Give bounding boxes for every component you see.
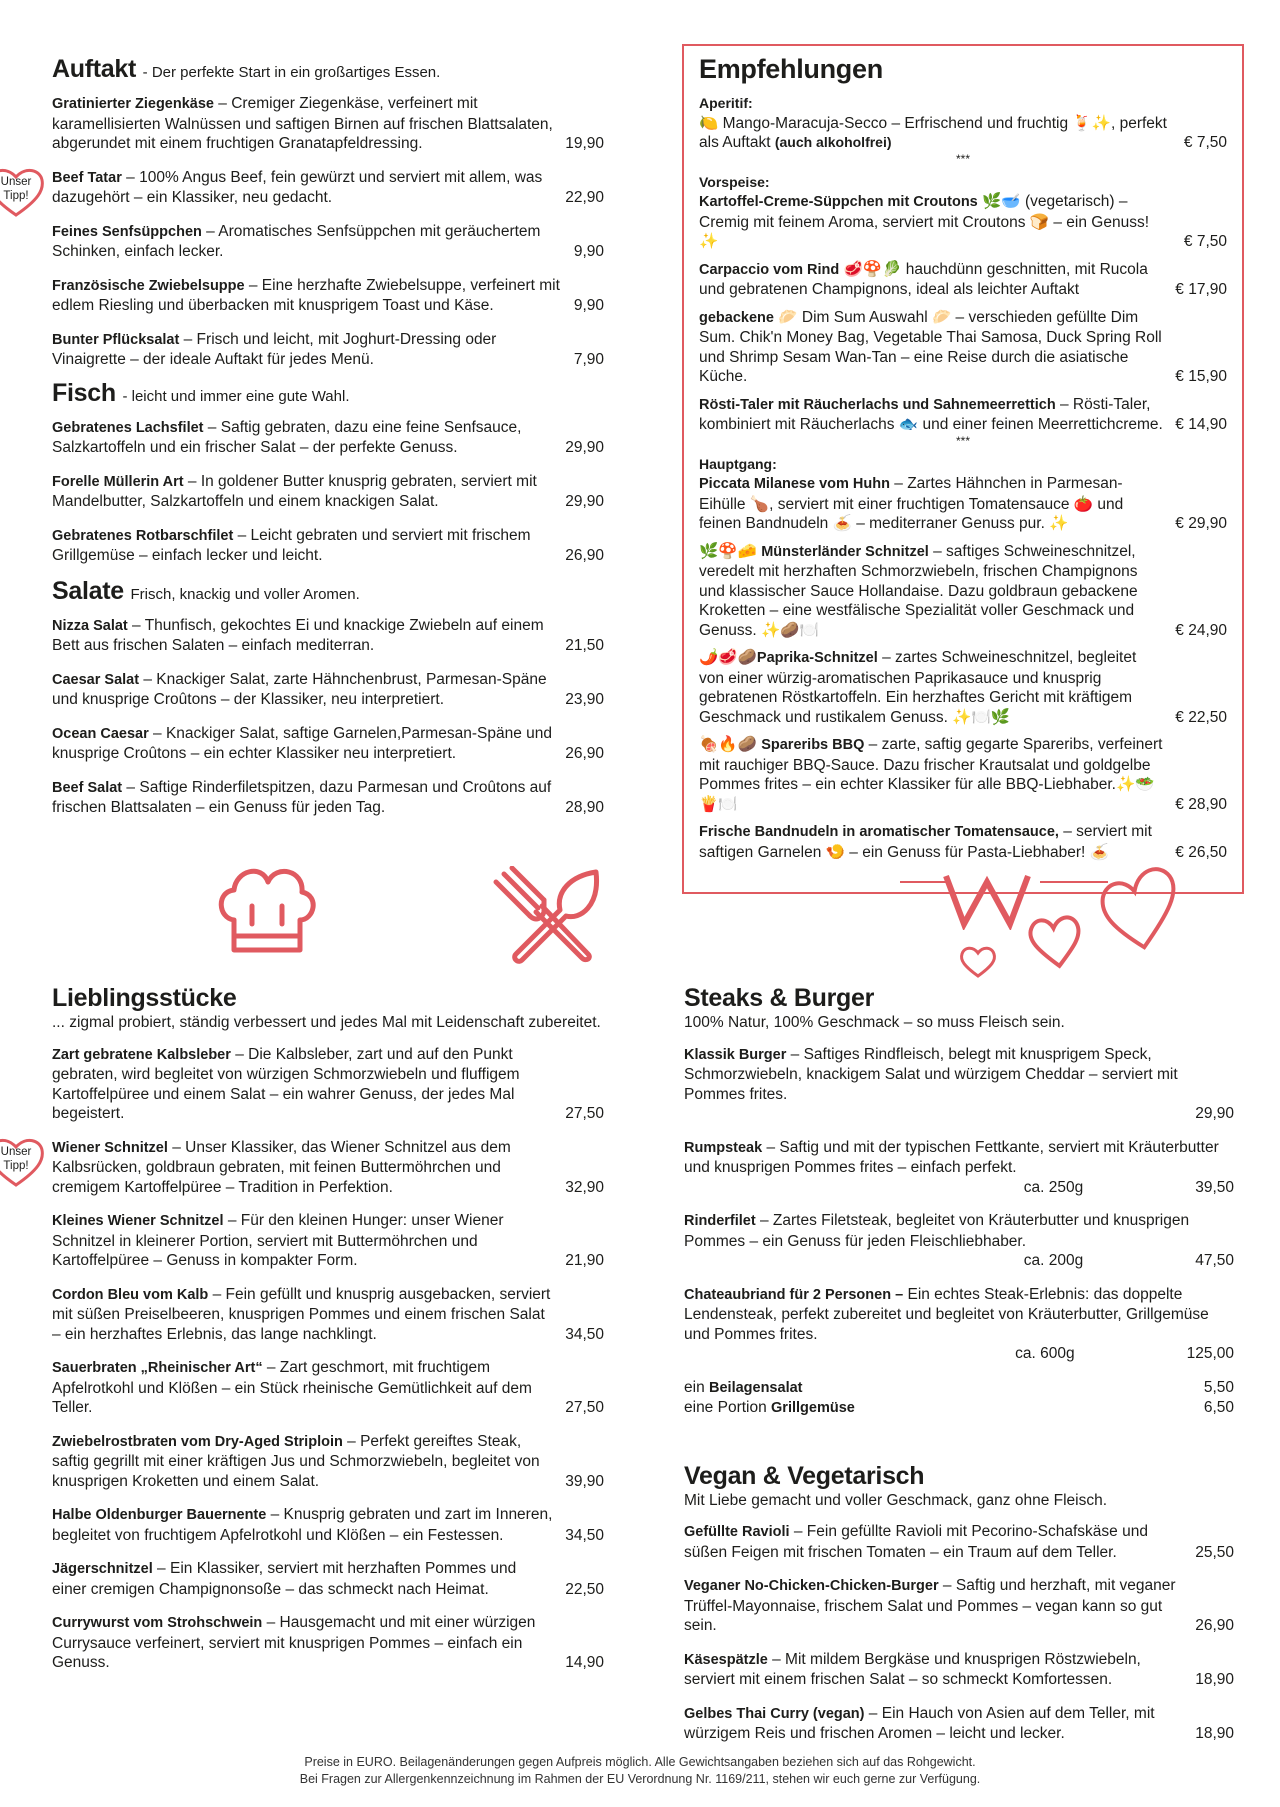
menu-item	[699, 308, 1227, 387]
tip-badge-text: Unser Tipp!	[0, 175, 32, 202]
item-price: € 29,90	[1175, 515, 1227, 532]
item-price: 34,50	[565, 1325, 604, 1343]
section-fisch-title	[52, 378, 604, 412]
menu-item	[699, 474, 1227, 534]
item-description: – Saftiges Rindfleisch, belegt mit knusprigem Speck, Schmorzwiebeln, knackigem Salat und würzigem Cheddar – serviert mit Pommes frites.	[684, 1045, 1178, 1103]
item-name: Wiener Schnitzel	[52, 1139, 168, 1156]
item-name: Gelbes Thai Curry (vegan)	[684, 1705, 865, 1722]
side-name: Grillgemüse	[771, 1400, 855, 1416]
aperitif-alcoholfree: (auch alkoholfrei)	[774, 134, 892, 150]
item-price: 7,90	[573, 351, 604, 368]
steaks-list	[684, 1045, 1234, 1364]
item-name: Gefüllte Ravioli	[684, 1524, 790, 1540]
separator-stars: ***	[955, 433, 970, 448]
item-name: Zart gebratene Kalbsleber	[52, 1046, 231, 1063]
item-name: Gebratenes Lachsfilet	[52, 419, 204, 436]
menu-item	[52, 472, 604, 512]
item-price: 21,50	[565, 637, 604, 654]
side-item	[684, 1378, 1234, 1399]
side-prefix: ein	[684, 1378, 709, 1396]
menu-item	[699, 192, 1227, 252]
left-top-column	[0, 54, 604, 832]
item-price: 39,50	[1195, 1178, 1234, 1196]
side-item	[684, 1398, 1234, 1419]
divider-line	[1040, 880, 1110, 884]
item-description: – saftiges Schweineschnitzel, veredelt mit herzhaften Schmorzwiebeln, frischen Champignons und klassischer Sauce Hollandaise. Dazu goldbraun gebackene Kroketten – eine westfälische Spezialität voller Geschmack und Genuss. ✨🥔🍽️	[699, 542, 1138, 639]
hauptgang-list	[699, 474, 1227, 862]
heart-icon	[1026, 906, 1088, 972]
vorspeise-label: Vorspeise:	[699, 173, 770, 190]
item-price: 9,90	[573, 243, 604, 260]
menu-item	[52, 1613, 604, 1673]
item-name: Spareribs BBQ	[761, 737, 865, 753]
menu-item	[52, 94, 604, 154]
item-name: Ocean Caesar	[52, 725, 149, 742]
item-description: – In goldener Butter knusprig gebraten, serviert mit Mandelbutter, Salzkartoffeln und einem knackigen Salat.	[52, 472, 537, 510]
item-price: 19,90	[565, 135, 604, 152]
item-description: – Ein Klassiker, serviert mit herzhaften Pommes und einer cremigen Champignonsoße – das schmeckt nach Heimat.	[52, 1560, 517, 1598]
item-name: Gratinierter Ziegenkäse	[52, 96, 214, 112]
menu-item	[0, 168, 604, 208]
menu-item	[684, 1576, 1234, 1636]
item-price: 29,90	[565, 493, 604, 510]
item-price: 26,90	[1195, 1617, 1234, 1634]
fisch-list	[52, 418, 604, 566]
item-name: Zwiebelrostbraten vom Dry-Aged Striploin	[52, 1433, 343, 1450]
menu-item	[52, 616, 604, 656]
menu-item	[52, 526, 604, 566]
item-price: 18,90	[1195, 1671, 1234, 1688]
item-name: Veganer No-Chicken-Chicken-Burger	[684, 1578, 939, 1594]
menu-item	[52, 1285, 604, 1345]
item-name: Paprika-Schnitzel	[756, 650, 878, 666]
vegan-heading: Vegan & Vegetarisch	[684, 1461, 925, 1490]
item-name: Currywurst vom Strohschwein	[52, 1615, 263, 1631]
item-name: Frische Bandnudeln in aromatischer Tomatensauce,	[699, 824, 1059, 840]
item-weight: ca. 600g	[1015, 1345, 1075, 1362]
item-price: € 7,50	[1183, 233, 1227, 250]
footer-note	[0, 1754, 1280, 1788]
section-auftakt-title	[52, 54, 604, 88]
item-emoji-prefix: 🌿🍄🧀	[699, 542, 762, 560]
item-price: 18,90	[1195, 1725, 1234, 1742]
item-description: – Hausgemacht und mit einer würzigen Currysauce verfeinert, serviert mit knusprigen Pommes – einfach ein Genuss.	[52, 1614, 536, 1671]
item-name: Sauerbraten „Rheinischer Art“	[52, 1360, 263, 1376]
item-description: – Cremiger Ziegenkäse, verfeinert mit karamellisierten Walnüssen und saftigen Birnen auf frischen Blattsalaten, abgerundet mit einem fruchtigen Granatapfeldressing.	[52, 95, 553, 152]
item-description: – Saftig und mit der typischen Fettkante, serviert mit Kräuterbutter und knusprigen Pommes frites – einfach perfekt.	[684, 1138, 1219, 1176]
item-description: – Aromatisches Senfsüppchen mit geräuchertem Schinken, einfach lecker.	[52, 222, 541, 260]
menu-item	[699, 735, 1227, 814]
left-bottom-column	[0, 983, 604, 1687]
item-description: – Fein gefüllte Ravioli mit Pecorino-Schafskäse und süßen Feigen mit frischen Tomaten – ein Traum auf dem Teller.	[684, 1523, 1148, 1561]
item-price: 32,90	[565, 1178, 604, 1196]
side-prefix: eine Portion	[684, 1399, 772, 1416]
item-description: – Mit mildem Bergkäse und knusprigen Röstzwiebeln, serviert mit einem frischen Salat – so schmeckt Komfortessen.	[684, 1650, 1141, 1688]
menu-item	[0, 1138, 604, 1198]
menu-item	[52, 1432, 604, 1492]
item-price: € 14,90	[1175, 416, 1227, 433]
item-name: Feines Senfsüppchen	[52, 223, 202, 240]
aperitif-price: € 7,50	[1183, 134, 1227, 151]
item-price: 27,50	[565, 1399, 604, 1416]
menu-item	[52, 1505, 604, 1545]
vorspeise-list	[699, 192, 1227, 435]
lieblingsstuecke-list	[0, 1045, 604, 1673]
item-description: – Unser Klassiker, das Wiener Schnitzel aus dem Kalbsrücken, goldbraun gebraten, mit feinen Buttermöhrchen und cremigem Kartoffelpüree – Tradition in Perfektion.	[52, 1138, 511, 1196]
item-price: 23,90	[565, 691, 604, 708]
item-price: € 15,90	[1175, 368, 1227, 385]
item-name: Carpaccio vom Rind	[699, 261, 840, 278]
item-name: Käsespätzle	[684, 1651, 768, 1668]
item-description: – zartes Schweineschnitzel, begleitet von einer würzig-aromatischen Paprikasauce und knusprig gebratenen Röstkartoffeln. Ein herzhaftes Gericht mit kräftigem Geschmack und rustikalem Genuss. ✨🍽️🌿	[699, 649, 1137, 726]
menu-item	[699, 260, 1227, 300]
hauptgang-label: Hauptgang:	[699, 455, 777, 472]
item-name: Caesar Salat	[52, 671, 140, 688]
item-price: 47,50	[1195, 1252, 1234, 1269]
item-name: Münsterländer Schnitzel	[761, 543, 929, 560]
item-price: 22,90	[565, 189, 604, 206]
item-description: – Zart geschmort, mit fruchtigem Apfelrotkohl und Klößen – ein Stück rheinische Gemütlichkeit auf dem Teller.	[52, 1359, 532, 1416]
item-description: 🥟 Dim Sum Auswahl 🥟 – verschieden gefüllte Dim Sum. Chik'n Money Bag, Vegetable Thai Samosa, Duck Spring Roll und Shrimp Sesam Wan-Tan – eine Reise durch die asiatische Küche.	[699, 308, 1162, 385]
section-salate-title	[52, 576, 604, 610]
aperitif-text: 🍋 Mango-Maracuja-Secco – Erfrischend und fruchtig 🍹✨, perfekt als Auftakt	[699, 114, 1167, 151]
item-price: 25,50	[1195, 1543, 1234, 1561]
item-description: – Zartes Filetsteak, begleitet von Kräuterbutter und knusprigen Pommes – ein Genuss für jeden Fleischliebhaber.	[684, 1212, 1190, 1250]
chef-hat-icon	[212, 858, 322, 958]
item-description: – Saftig gebraten, dazu eine feine Senfsauce, Salzkartoffeln und ein frischer Salat – der perfekte Genuss.	[52, 418, 522, 456]
menu-item	[52, 418, 604, 458]
item-weight: ca. 250g	[1023, 1178, 1084, 1196]
item-price: € 22,50	[1175, 708, 1227, 726]
item-price: 125,00	[1186, 1345, 1234, 1362]
item-description: 🌿🥣 (vegetarisch) – Cremig mit feinem Aroma, serviert mit Croutons 🍞 – ein Genuss! ✨	[699, 193, 1149, 250]
fork-knife-icon	[490, 866, 610, 966]
item-name: Piccata Milanese vom Huhn	[699, 476, 890, 492]
heart-icon	[958, 944, 998, 980]
item-price: € 26,50	[1175, 843, 1227, 861]
auftakt-subtitle: - Der perfekte Start in ein großartiges Essen.	[142, 64, 441, 81]
tip-badge-text: Unser Tipp!	[0, 1145, 32, 1172]
item-price: 26,90	[565, 745, 604, 762]
salate-heading: Salate	[52, 576, 124, 605]
lieblingsstuecke-heading: Lieblingsstücke	[52, 984, 237, 1012]
item-price: 29,90	[565, 439, 604, 456]
vegan-list	[684, 1522, 1234, 1744]
item-price: 34,50	[565, 1526, 604, 1544]
divider-line	[900, 880, 950, 884]
item-name: Forelle Müllerin Art	[52, 473, 184, 490]
auftakt-heading: Auftakt	[52, 55, 137, 83]
menu-item	[52, 778, 604, 818]
menu-item	[52, 1211, 604, 1271]
item-price: 9,90	[573, 297, 604, 314]
menu-item	[684, 1704, 1234, 1744]
tip-badge	[0, 1136, 46, 1188]
item-name: Rösti-Taler mit Räucherlachs und Sahnemeerrettich	[699, 396, 1056, 413]
menu-item	[699, 648, 1227, 727]
right-bottom-column	[684, 983, 1234, 1758]
item-description: – Die Kalbsleber, zart und auf den Punkt gebraten, wird begleitet von würzigen Schmorzwiebeln und fluffigem Kartoffelpüree und einem Salat – ein wahrer Genuss, der jedes Mal begeistert.	[52, 1045, 520, 1122]
item-description: – Saftig und herzhaft, mit veganer Trüffel-Mayonnaise, frischem Salat und Pommes – vegan kann so gut sein.	[684, 1577, 1176, 1634]
footer-line-2: Bei Fragen zur Allergenkennzeichnung im Rahmen der EU Verordnung Nr. 1169/211, stehen wir euch gerne zur Verfügung.	[299, 1772, 981, 1786]
item-description: Ein echtes Steak-Erlebnis: das doppelte Lendensteak, perfekt zubereitet und begleitet von Kräuterbutter, Grillgemüse und Pommes frites.	[684, 1285, 1209, 1343]
item-weight: ca. 200g	[1023, 1252, 1084, 1269]
side-price: 5,50	[1203, 1378, 1234, 1396]
item-price: 14,90	[565, 1654, 604, 1671]
item-description: – Fein gefüllt und knusprig ausgebacken, serviert mit süßen Preiselbeeren, knusprigen Pommes und einem frischen Salat – ein herzhaftes Erlebnis, das lange nachklingt.	[52, 1285, 551, 1343]
menu-item	[684, 1211, 1234, 1271]
salate-subtitle: Frisch, knackig und voller Aromen.	[130, 585, 360, 603]
item-description: – Thunfisch, gekochtes Ei und knackige Zwiebeln auf einem Bett aus frischen Salaten – einfach mediterran.	[52, 616, 544, 654]
item-description: – Knusprig gebraten und zart im Inneren, begleitet von fruchtigem Apfelrotkohl und Klößen – ein Festessen.	[52, 1506, 553, 1544]
item-name: gebackene	[699, 309, 774, 326]
item-description: 🥩🍄🥬 hauchdünn geschnitten, mit Rucola und gebratenen Champignons, ideal als leichter Auftakt	[699, 260, 1148, 298]
menu-item	[684, 1650, 1234, 1690]
w-logo-icon	[942, 870, 1032, 930]
fisch-heading: Fisch	[52, 378, 116, 407]
tip-badge	[0, 166, 46, 218]
item-name: Halbe Oldenburger Bauernente	[52, 1507, 267, 1523]
item-price: € 24,90	[1175, 621, 1227, 639]
menu-item	[52, 1559, 604, 1599]
menu-item	[52, 1045, 604, 1124]
aperitif-label: Aperitif:	[699, 95, 753, 111]
item-name: Cordon Bleu vom Kalb	[52, 1286, 209, 1303]
item-price: 28,90	[565, 799, 604, 816]
item-description: – serviert mit saftigen Garnelen 🍤 – ein Genuss für Pasta-Liebhaber! 🍝	[699, 823, 1152, 861]
separator-stars: ***	[955, 151, 970, 166]
item-description: – 100% Angus Beef, fein gewürzt und serviert mit allem, was dazugehört – ein Klassiker, neu gedacht.	[52, 168, 543, 206]
item-price: € 28,90	[1175, 795, 1227, 813]
item-name: Klassik Burger	[684, 1046, 787, 1063]
salate-list	[52, 616, 604, 818]
item-name: Chateaubriand für 2 Personen –	[684, 1286, 904, 1303]
item-name: Nizza Salat	[52, 617, 128, 634]
item-name: Beef Salat	[52, 779, 123, 796]
item-name: Jägerschnitzel	[52, 1561, 153, 1577]
item-name: Gebratenes Rotbarschfilet	[52, 527, 234, 544]
aperitif-item	[699, 114, 1227, 153]
menu-item	[52, 276, 604, 316]
item-description: – Knackiger Salat, zarte Hähnchenbrust, Parmesan-Späne und knusprige Croûtons – der Klassiker, neu interpretiert.	[52, 670, 547, 708]
item-name: Französische Zwiebelsuppe	[52, 277, 245, 294]
item-description: – Knackiger Salat, saftige Garnelen,Parmesan-Späne und knusprige Croûtons – ein echter Klassiker neu interpretiert.	[52, 724, 552, 762]
menu-item	[52, 670, 604, 710]
footer-line-1: Preise in EURO. Beilagenänderungen gegen Aufpreis möglich. Alle Gewichtsangaben beziehen sich auf das Rohgewicht.	[304, 1755, 976, 1769]
empfehlungen-box	[682, 44, 1244, 894]
steaks-subtitle: 100% Natur, 100% Geschmack – so muss Fleisch sein.	[684, 1014, 1065, 1031]
item-name: Kleines Wiener Schnitzel	[52, 1213, 224, 1229]
fisch-subtitle: - leicht und immer eine gute Wahl.	[122, 387, 350, 405]
lieblingsstuecke-subtitle: ... zigmal probiert, ständig verbessert und jedes Mal mit Leidenschaft zubereitet.	[52, 1014, 601, 1031]
steaks-heading: Steaks & Burger	[684, 984, 875, 1012]
menu-item	[684, 1522, 1234, 1562]
vegan-subtitle: Mit Liebe gemacht und voller Geschmack, ganz ohne Fleisch.	[684, 1491, 1108, 1509]
heart-icon	[1092, 856, 1192, 956]
item-price: 26,90	[565, 547, 604, 564]
item-description: – Zartes Hähnchen in Parmesan-Eihülle 🍗, serviert mit einer fruchtigen Tomatensauce 🍅 und feinen Bandnudeln 🍝 – mediterraner Genuss pur. ✨	[699, 475, 1124, 532]
item-name: Rumpsteak	[684, 1139, 763, 1156]
item-price: 27,50	[565, 1105, 604, 1122]
item-price: € 17,90	[1175, 281, 1227, 298]
item-price: 29,90	[1195, 1105, 1234, 1122]
sides-list	[684, 1378, 1234, 1419]
menu-item	[684, 1045, 1234, 1124]
auftakt-list	[0, 94, 604, 370]
item-description: – zarte, saftig gegarte Spareribs, verfeinert mit rauchiger BBQ-Sauce. Dazu frischer Krautsalat und goldgelbe Pommes frites – ein echter Klassiker für alle BBQ-Liebhaber.✨🥗🍟🍽️	[699, 736, 1163, 813]
menu-item	[699, 395, 1227, 435]
item-price: 21,90	[565, 1252, 604, 1269]
item-price: 39,90	[565, 1472, 604, 1490]
item-name: Kartoffel-Creme-Süppchen mit Croutons	[699, 194, 978, 210]
item-emoji-prefix: 🍖🔥🥔	[699, 736, 762, 753]
item-name: Beef Tatar	[52, 169, 122, 186]
menu-item	[684, 1138, 1234, 1198]
menu-item	[699, 542, 1227, 641]
side-price: 6,50	[1203, 1399, 1234, 1416]
item-description: – Leicht gebraten und serviert mit frischem Grillgemüse – einfach lecker und leicht.	[52, 526, 531, 564]
empfehlungen-heading: Empfehlungen	[699, 54, 883, 84]
menu-item	[52, 330, 604, 370]
item-description: – Eine herzhafte Zwiebelsuppe, verfeinert mit edlem Riesling und überbacken mit knusprigem Toast und Käse.	[52, 276, 560, 314]
menu-item	[52, 724, 604, 764]
item-description: – Rösti-Taler, kombiniert mit Räucherlachs 🐟 und einer feinen Meerrettichcreme.	[699, 395, 1163, 433]
item-price: 22,50	[565, 1580, 604, 1598]
menu-item	[52, 1358, 604, 1418]
item-description: – Saftige Rinderfiletspitzen, dazu Parmesan und Croûtons auf frischen Blattsalaten – ein Genuss für jeden Tag.	[52, 778, 552, 816]
item-name: Rinderfilet	[684, 1213, 756, 1229]
side-name: Beilagensalat	[709, 1379, 803, 1396]
item-name: Bunter Pflücksalat	[52, 331, 180, 348]
item-description: – Frisch und leicht, mit Joghurt-Dressing oder Vinaigrette – der ideale Auftakt für jedes Menü.	[52, 330, 497, 368]
item-description: – Ein Hauch von Asien auf dem Teller, mit würzigem Reis und frischen Aromen – leicht und lecker.	[684, 1704, 1155, 1742]
menu-item	[684, 1285, 1234, 1364]
item-emoji-prefix: 🌶️🥩🥔	[699, 649, 757, 666]
item-description: – Für den kleinen Hunger: unser Wiener Schnitzel in kleinerer Portion, serviert mit Buttermöhrchen und Kartoffelpüree – Genuss in kompakter Form.	[52, 1212, 504, 1269]
menu-item	[52, 222, 604, 262]
item-description: – Perfekt gereiftes Steak, saftig gegrillt mit einer kräftigen Jus und Schmorzwiebeln, begleitet von knusprigen Kroketten und einem Salat.	[52, 1432, 540, 1490]
